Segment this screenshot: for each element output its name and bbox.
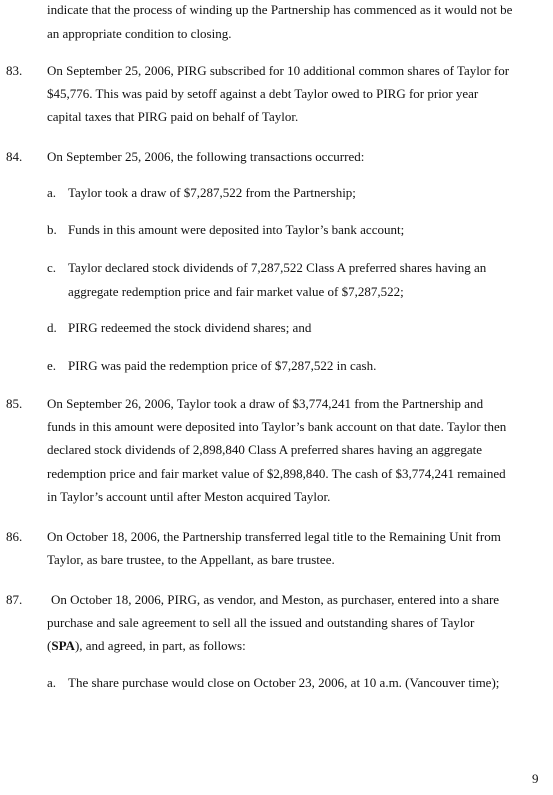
paragraph-85-line-4: redemption price and fair market value of $2,898,840. The cash of $3,774,241 remained xyxy=(47,466,506,481)
spa-defined-term: SPA xyxy=(51,638,75,653)
item-84-e-text: PIRG was paid the redemption price of $7,287,522 in cash. xyxy=(68,358,377,373)
paragraph-85-line-3: declared stock dividends of 2,898,840 Class A preferred shares having an aggregate xyxy=(47,442,483,457)
item-84-c-line-2: aggregate redemption price and fair market value of $7,287,522; xyxy=(68,284,404,299)
paragraph-87-line-3 xyxy=(47,638,246,654)
paragraph-85-line-5: in Taylor’s account until after Meston acquired Taylor. xyxy=(47,489,331,504)
paragraph-87-line-3-open: ( xyxy=(47,638,52,653)
prev-paragraph-line-1: indicate that the process of winding up the Partnership has commenced as it would not be xyxy=(47,2,513,17)
item-84-a-letter: a. xyxy=(47,185,57,200)
item-84-c-letter: c. xyxy=(47,260,57,275)
item-84-d-text: PIRG redeemed the stock dividend shares; and xyxy=(68,320,312,335)
paragraph-84-line-1: On September 25, 2006, the following transactions occurred: xyxy=(47,149,365,164)
paragraph-83-line-3: capital taxes that PIRG paid on behalf of Taylor. xyxy=(47,109,299,124)
paragraph-86-line-1: On October 18, 2006, the Partnership transferred legal title to the Remaining Unit from xyxy=(47,529,501,544)
paragraph-number-86: 86. xyxy=(6,529,23,544)
item-84-b-text: Funds in this amount were deposited into Taylor’s bank account; xyxy=(68,222,405,237)
paragraph-83-line-1: On September 25, 2006, PIRG subscribed for 10 additional common shares of Taylor for xyxy=(47,63,510,78)
paragraph-number-85: 85. xyxy=(6,396,23,411)
paragraph-87-line-2: purchase and sale agreement to sell all the issued and outstanding shares of Taylor xyxy=(47,615,475,630)
page-number: 9 xyxy=(532,771,539,786)
item-84-a-text: Taylor took a draw of $7,287,522 from the Partnership; xyxy=(68,185,356,200)
item-84-d-letter: d. xyxy=(47,320,57,335)
paragraph-85-line-2: funds in this amount were deposited into Taylor’s bank account on that date. Taylor then xyxy=(47,419,507,434)
paragraph-87-line-1: On October 18, 2006, PIRG, as vendor, and Meston, as purchaser, entered into a share xyxy=(51,592,500,607)
paragraph-number-84: 84. xyxy=(6,149,23,164)
item-84-c-line-1: Taylor declared stock dividends of 7,287,522 Class A preferred shares having an xyxy=(68,260,487,275)
item-87-a-letter: a. xyxy=(47,675,57,690)
item-87-a-text: The share purchase would close on October 23, 2006, at 10 a.m. (Vancouver time); xyxy=(68,675,500,690)
paragraph-87-line-3-rest: ), and agreed, in part, as follows: xyxy=(74,638,246,653)
paragraph-number-83: 83. xyxy=(6,63,23,78)
paragraph-83-line-2: $45,776. This was paid by setoff against a debt Taylor owed to PIRG for prior year xyxy=(47,86,479,101)
item-84-b-letter: b. xyxy=(47,222,57,237)
prev-paragraph-line-2: an appropriate condition to closing. xyxy=(47,26,232,41)
item-84-e-letter: e. xyxy=(47,358,57,373)
paragraph-86-line-2: Taylor, as bare trustee, to the Appellant, as bare trustee. xyxy=(47,552,335,567)
paragraph-number-87: 87. xyxy=(6,592,23,607)
paragraph-85-line-1: On September 26, 2006, Taylor took a draw of $3,774,241 from the Partnership and xyxy=(47,396,484,411)
